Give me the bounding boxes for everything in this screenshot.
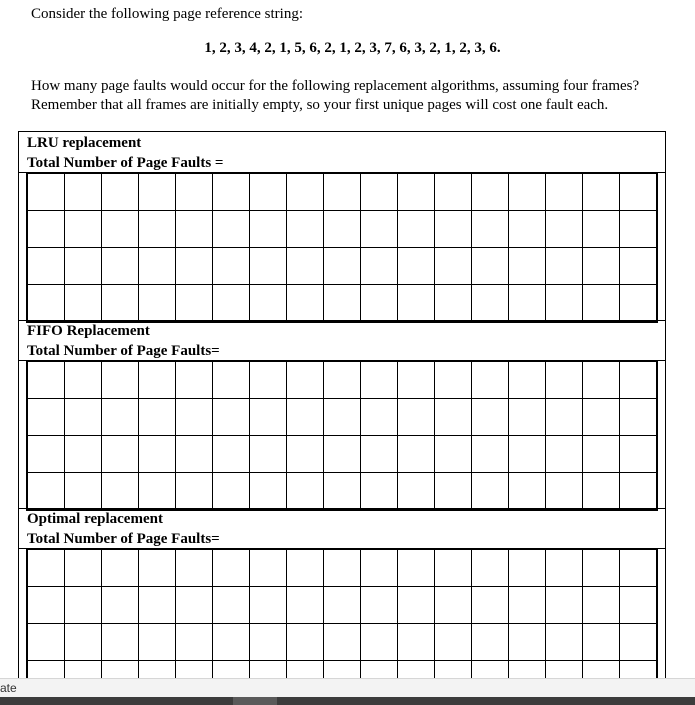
frame-cell[interactable] (361, 173, 398, 211)
frame-cell[interactable] (583, 549, 620, 587)
frame-cell[interactable] (361, 661, 398, 679)
question-text (31, 77, 639, 115)
frame-cell[interactable] (287, 624, 324, 661)
frame-cell[interactable] (472, 361, 509, 399)
frame-cell[interactable] (65, 661, 102, 679)
frame-cell[interactable] (65, 587, 102, 624)
frame-cell[interactable] (583, 211, 620, 248)
frame-cell[interactable] (583, 173, 620, 211)
frame-cell[interactable] (398, 661, 435, 679)
frame-row (27, 173, 657, 211)
frame-cell[interactable] (213, 436, 250, 473)
frame-cell[interactable] (583, 436, 620, 473)
frame-cell[interactable] (620, 473, 658, 511)
frame-cell[interactable] (398, 624, 435, 661)
frame-cell[interactable] (324, 285, 361, 323)
fifo-grid (26, 360, 658, 511)
frame-cell[interactable] (176, 285, 213, 323)
frame-cell[interactable] (27, 399, 65, 436)
frame-cell[interactable] (620, 211, 658, 248)
frame-cell[interactable] (546, 587, 583, 624)
frame-cell[interactable] (583, 624, 620, 661)
frame-cell[interactable] (583, 473, 620, 511)
frame-cell[interactable] (213, 624, 250, 661)
frame-cell[interactable] (27, 473, 65, 511)
frame-cell[interactable] (324, 436, 361, 473)
frame-row (27, 399, 657, 436)
frame-cell[interactable] (546, 399, 583, 436)
frame-cell[interactable] (324, 248, 361, 285)
frame-cell[interactable] (213, 211, 250, 248)
frame-cell[interactable] (324, 473, 361, 511)
frame-cell[interactable] (435, 248, 472, 285)
frame-cell[interactable] (176, 549, 213, 587)
frame-cell[interactable] (176, 624, 213, 661)
frame-cell[interactable] (435, 549, 472, 587)
frame-cell[interactable] (287, 361, 324, 399)
status-bar (0, 678, 695, 698)
frame-cell[interactable] (102, 399, 139, 436)
frame-cell[interactable] (509, 549, 546, 587)
frame-cell[interactable] (583, 285, 620, 323)
frame-cell[interactable] (361, 399, 398, 436)
frame-cell[interactable] (361, 473, 398, 511)
frame-row (27, 624, 657, 661)
section-title: FIFO Replacement (27, 323, 150, 339)
frame-cell[interactable] (102, 661, 139, 679)
frame-cell[interactable] (324, 211, 361, 248)
frame-cell[interactable] (324, 549, 361, 587)
frame-cell[interactable] (546, 661, 583, 679)
frame-cell[interactable] (250, 361, 287, 399)
frame-cell[interactable] (398, 399, 435, 436)
frame-cell[interactable] (509, 211, 546, 248)
frame-cell[interactable] (435, 173, 472, 211)
frame-row (27, 587, 657, 624)
frame-cell[interactable] (509, 173, 546, 211)
frame-cell[interactable] (176, 436, 213, 473)
frame-cell[interactable] (398, 473, 435, 511)
frame-cell[interactable] (176, 173, 213, 211)
frame-cell[interactable] (250, 587, 287, 624)
frame-cell[interactable] (65, 436, 102, 473)
frame-cell[interactable] (139, 473, 176, 511)
frame-cell[interactable] (472, 436, 509, 473)
frame-cell[interactable] (435, 211, 472, 248)
frame-cell[interactable] (139, 399, 176, 436)
frame-cell[interactable] (472, 624, 509, 661)
frame-cell[interactable] (287, 549, 324, 587)
frame-cell[interactable] (176, 211, 213, 248)
frame-cell[interactable] (398, 248, 435, 285)
intro-text: Consider the following page reference string: (31, 6, 303, 22)
frame-cell[interactable] (287, 173, 324, 211)
frame-cell[interactable] (250, 436, 287, 473)
frame-cell[interactable] (139, 248, 176, 285)
frame-cell[interactable] (324, 661, 361, 679)
frame-cell[interactable] (472, 473, 509, 511)
frame-cell[interactable] (435, 587, 472, 624)
frame-cell[interactable] (287, 248, 324, 285)
frame-cell[interactable] (472, 285, 509, 323)
horizontal-scrollbar[interactable] (0, 697, 695, 705)
frame-cell[interactable] (213, 549, 250, 587)
frame-cell[interactable] (250, 549, 287, 587)
frame-cell[interactable] (287, 587, 324, 624)
frame-cell[interactable] (509, 436, 546, 473)
frame-cell[interactable] (398, 173, 435, 211)
frame-cell[interactable] (65, 361, 102, 399)
frame-cell[interactable] (27, 549, 65, 587)
frame-cell[interactable] (361, 624, 398, 661)
frame-cell[interactable] (361, 361, 398, 399)
frame-cell[interactable] (213, 248, 250, 285)
frame-cell[interactable] (27, 436, 65, 473)
frame-cell[interactable] (435, 436, 472, 473)
frame-cell[interactable] (287, 661, 324, 679)
frame-cell[interactable] (546, 173, 583, 211)
frame-cell[interactable] (250, 248, 287, 285)
scrollbar-thumb[interactable] (233, 697, 277, 705)
frame-cell[interactable] (620, 361, 658, 399)
frame-cell[interactable] (324, 587, 361, 624)
frame-cell[interactable] (139, 624, 176, 661)
frame-cell[interactable] (102, 248, 139, 285)
frame-cell[interactable] (250, 285, 287, 323)
section-title: Optimal replacement (27, 511, 163, 527)
frame-cell[interactable] (435, 473, 472, 511)
frame-cell[interactable] (620, 661, 658, 679)
frame-row (27, 211, 657, 248)
frame-cell[interactable] (65, 173, 102, 211)
frame-cell[interactable] (287, 285, 324, 323)
frame-cell[interactable] (213, 399, 250, 436)
frame-cell[interactable] (546, 549, 583, 587)
frame-cell[interactable] (546, 211, 583, 248)
frame-cell[interactable] (435, 624, 472, 661)
frame-cell[interactable] (398, 211, 435, 248)
frame-cell[interactable] (102, 436, 139, 473)
frame-cell[interactable] (27, 211, 65, 248)
frame-cell[interactable] (176, 361, 213, 399)
frame-cell[interactable] (361, 211, 398, 248)
frame-cell[interactable] (398, 436, 435, 473)
frame-cell[interactable] (213, 361, 250, 399)
frame-cell[interactable] (509, 399, 546, 436)
frame-row (27, 361, 657, 399)
frame-cell[interactable] (509, 248, 546, 285)
frame-cell[interactable] (620, 285, 658, 323)
frame-cell[interactable] (546, 285, 583, 323)
frame-cell[interactable] (65, 624, 102, 661)
frame-cell[interactable] (472, 661, 509, 679)
frame-cell[interactable] (250, 661, 287, 679)
frame-cell[interactable] (435, 661, 472, 679)
frame-cell[interactable] (27, 624, 65, 661)
frame-cell[interactable] (472, 399, 509, 436)
frame-cell[interactable] (176, 473, 213, 511)
frame-cell[interactable] (139, 549, 176, 587)
frame-cell[interactable] (398, 285, 435, 323)
status-text: ate (0, 681, 17, 695)
frame-cell[interactable] (509, 473, 546, 511)
lru-grid (26, 172, 658, 323)
frame-cell[interactable] (213, 473, 250, 511)
frame-cell[interactable] (620, 624, 658, 661)
frame-cell[interactable] (102, 173, 139, 211)
frame-cell[interactable] (250, 399, 287, 436)
frame-cell[interactable] (27, 248, 65, 285)
frame-cell[interactable] (361, 549, 398, 587)
reference-string: 1, 2, 3, 4, 2, 1, 5, 6, 2, 1, 2, 3, 7, 6, 3, 2, 1, 2, 3, 6. (204, 40, 501, 56)
frame-cell[interactable] (583, 361, 620, 399)
frame-row (27, 436, 657, 473)
frame-cell[interactable] (620, 587, 658, 624)
frame-cell[interactable] (65, 399, 102, 436)
frame-cell[interactable] (435, 399, 472, 436)
frame-cell[interactable] (250, 624, 287, 661)
frame-cell[interactable] (102, 285, 139, 323)
frame-cell[interactable] (546, 361, 583, 399)
frame-cell[interactable] (398, 361, 435, 399)
frame-cell[interactable] (509, 661, 546, 679)
frame-cell[interactable] (472, 587, 509, 624)
frame-cell[interactable] (620, 549, 658, 587)
frame-row (27, 248, 657, 285)
frame-row (27, 549, 657, 587)
frame-cell[interactable] (620, 173, 658, 211)
frame-cell[interactable] (583, 248, 620, 285)
frame-cell[interactable] (509, 587, 546, 624)
frame-cell[interactable] (250, 173, 287, 211)
faults-label: Total Number of Page Faults = (27, 155, 224, 171)
frame-cell[interactable] (27, 661, 65, 679)
frame-cell[interactable] (102, 624, 139, 661)
faults-label: Total Number of Page Faults= (27, 343, 220, 359)
frame-cell[interactable] (435, 361, 472, 399)
frame-cell[interactable] (583, 661, 620, 679)
frame-cell[interactable] (102, 587, 139, 624)
frame-cell[interactable] (361, 285, 398, 323)
frame-cell[interactable] (435, 285, 472, 323)
frame-cell[interactable] (361, 248, 398, 285)
frame-cell[interactable] (472, 211, 509, 248)
frame-cell[interactable] (583, 587, 620, 624)
frame-cell[interactable] (398, 549, 435, 587)
frame-cell[interactable] (176, 587, 213, 624)
frame-cell[interactable] (65, 473, 102, 511)
frame-cell[interactable] (139, 211, 176, 248)
faults-label: Total Number of Page Faults= (27, 531, 220, 547)
frame-cell[interactable] (324, 624, 361, 661)
frame-cell[interactable] (250, 473, 287, 511)
question-line-1: How many page faults would occur for the following replacement algorithms, assuming four frames? (31, 78, 640, 94)
frame-row (27, 473, 657, 511)
frame-cell[interactable] (509, 624, 546, 661)
frame-cell[interactable] (139, 285, 176, 323)
frame-cell[interactable] (176, 248, 213, 285)
optimal-grid (26, 548, 658, 678)
frame-cell[interactable] (287, 211, 324, 248)
frame-cell[interactable] (546, 248, 583, 285)
frame-cell[interactable] (287, 436, 324, 473)
frame-cell[interactable] (139, 173, 176, 211)
divider (19, 508, 665, 509)
frame-cell[interactable] (324, 361, 361, 399)
frame-cell[interactable] (65, 211, 102, 248)
frame-cell[interactable] (361, 587, 398, 624)
frame-cell[interactable] (620, 436, 658, 473)
frame-cell[interactable] (509, 361, 546, 399)
frame-cell[interactable] (176, 661, 213, 679)
question-line-2: Remember that all frames are initially empty, so your first unique pages will cost one fault each. (31, 97, 609, 113)
frame-cell[interactable] (102, 211, 139, 248)
frame-cell[interactable] (324, 173, 361, 211)
frame-cell[interactable] (472, 173, 509, 211)
answer-table (18, 131, 666, 678)
frame-cell[interactable] (620, 399, 658, 436)
frame-cell[interactable] (102, 361, 139, 399)
frame-cell[interactable] (398, 587, 435, 624)
frame-cell[interactable] (620, 248, 658, 285)
frame-cell[interactable] (139, 661, 176, 679)
frame-cell[interactable] (176, 399, 213, 436)
frame-cell[interactable] (65, 285, 102, 323)
frame-cell[interactable] (287, 473, 324, 511)
frame-cell[interactable] (472, 248, 509, 285)
frame-cell[interactable] (583, 399, 620, 436)
frame-cell[interactable] (213, 173, 250, 211)
frame-cell[interactable] (509, 285, 546, 323)
frame-cell[interactable] (65, 549, 102, 587)
frame-row (27, 285, 657, 323)
frame-cell[interactable] (65, 248, 102, 285)
frame-cell[interactable] (361, 436, 398, 473)
frame-cell[interactable] (472, 549, 509, 587)
frame-cell[interactable] (27, 173, 65, 211)
frame-cell[interactable] (27, 587, 65, 624)
frame-cell[interactable] (102, 473, 139, 511)
frame-row (27, 661, 657, 679)
frame-cell[interactable] (213, 587, 250, 624)
section-title: LRU replacement (27, 135, 142, 151)
frame-cell[interactable] (139, 436, 176, 473)
frame-cell[interactable] (213, 285, 250, 323)
frame-cell[interactable] (102, 549, 139, 587)
frame-cell[interactable] (287, 399, 324, 436)
frame-cell[interactable] (139, 361, 176, 399)
frame-cell[interactable] (27, 361, 65, 399)
frame-cell[interactable] (546, 624, 583, 661)
divider (19, 320, 665, 321)
frame-cell[interactable] (139, 587, 176, 624)
frame-cell[interactable] (546, 473, 583, 511)
frame-cell[interactable] (324, 399, 361, 436)
frame-cell[interactable] (250, 211, 287, 248)
frame-cell[interactable] (213, 661, 250, 679)
frame-cell[interactable] (546, 436, 583, 473)
frame-cell[interactable] (27, 285, 65, 323)
